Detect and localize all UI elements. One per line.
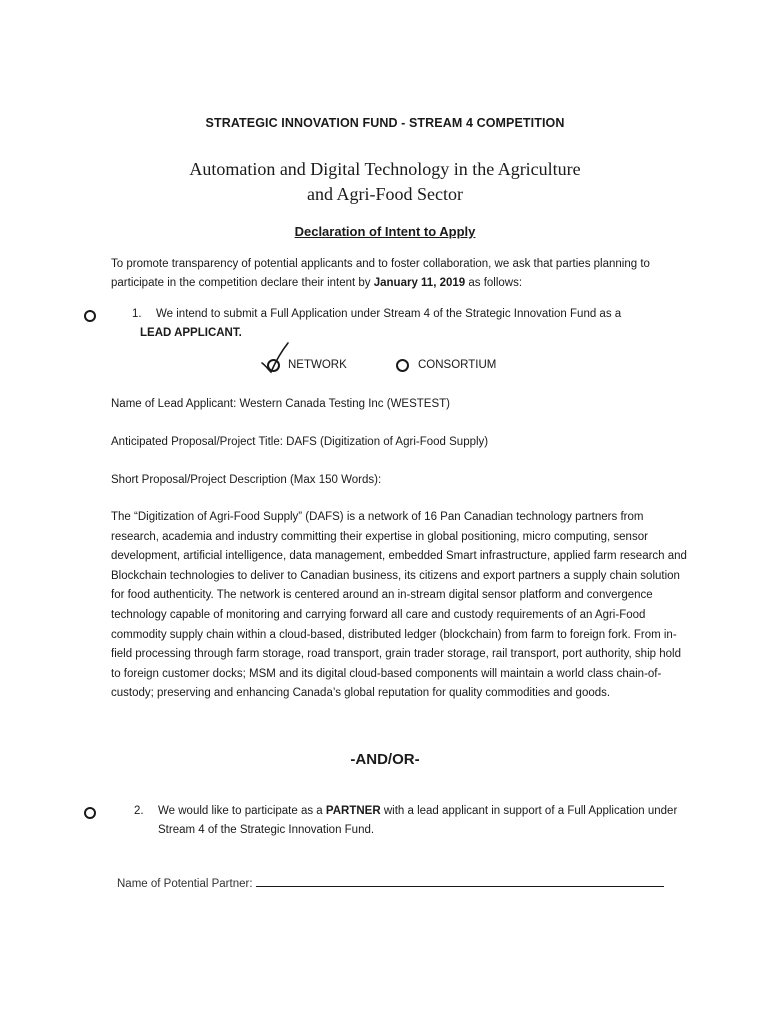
partner-field-label: Name of Potential Partner: (117, 878, 253, 890)
option-2-text (158, 802, 678, 840)
description-label: Short Proposal/Project Description (Max 150 Words): (111, 474, 382, 486)
document-title-line-1: Automation and Digital Technology in the Agriculture (189, 159, 581, 179)
option-2-role: PARTNER (325, 805, 381, 817)
option-2-number: 2. (134, 805, 144, 817)
intro-text-before: To promote transparency of potential applicants and to foster collaboration, we ask that parties planning to participate in the competition declare their intent by (111, 258, 650, 289)
network-label: NETWORK (288, 359, 347, 371)
and-or-separator: -AND/OR- (350, 751, 420, 768)
competition-heading: STRATEGIC INNOVATION FUND - STREAM 4 COMPETITION (205, 116, 565, 130)
intro-deadline: January 11, 2019 (373, 277, 466, 289)
option-2-text-after: with a lead applicant in support of a Full Application under Stream 4 of the Strategic Innovation Fund. (158, 805, 678, 836)
intro-text-after: as follows: (465, 277, 523, 289)
project-description: The “Digitization of Agri-Food Supply” (DAFS) is a network of 16 Pan Canadian technology partners from research, academia and industry committing their expertise in global positioning, micro computing, sensor development, artificial intelligence, data management, embedded Smart infrastructure, applied farm research and Blockchain technologies to deliver to Canadian business, its citizens and export partners a supply chain solution for food authenticity. The network is centered around an in-stream digital sensor platform and convergence technology capable of monitoring and carrying forward all care and custody requirements of an Agri-Food commodity supply chain within a cloud-based, distributed ledger (blockchain) from farm to foreign fork. From in-field processing through farm storage, road transport, grain trader storage, rail transport, port authority, ship hold to foreign customer docks; MSM and its digital cloud-based components will maintain a world class chain-of-custody; preserving and enhancing Canada’s global reputation for quality commodities and goods. (111, 511, 687, 700)
intro-paragraph (111, 255, 691, 293)
document-title-line-2: and Agri-Food Sector (307, 184, 463, 204)
lead-applicant-field: Name of Lead Applicant: Western Canada Testing Inc (WESTEST) (111, 398, 450, 410)
option-1-radio[interactable] (84, 310, 96, 322)
project-title-field: Anticipated Proposal/Project Title: DAFS (Digitization of Agri-Food Supply) (111, 436, 489, 448)
option-2-text-before: We would like to participate as a (158, 805, 326, 817)
consortium-label: CONSORTIUM (418, 359, 497, 371)
consortium-radio[interactable] (396, 359, 409, 372)
option-1-number: 1. (132, 308, 142, 320)
partner-name-input[interactable] (256, 874, 664, 887)
option-1-text: We intend to submit a Full Application under Stream 4 of the Strategic Innovation Fund as a (156, 308, 622, 320)
option-2-radio[interactable] (84, 807, 96, 819)
declaration-subtitle: Declaration of Intent to Apply (294, 224, 476, 239)
option-1-role: LEAD APPLICANT. (140, 327, 242, 339)
partner-field-row (117, 874, 664, 894)
